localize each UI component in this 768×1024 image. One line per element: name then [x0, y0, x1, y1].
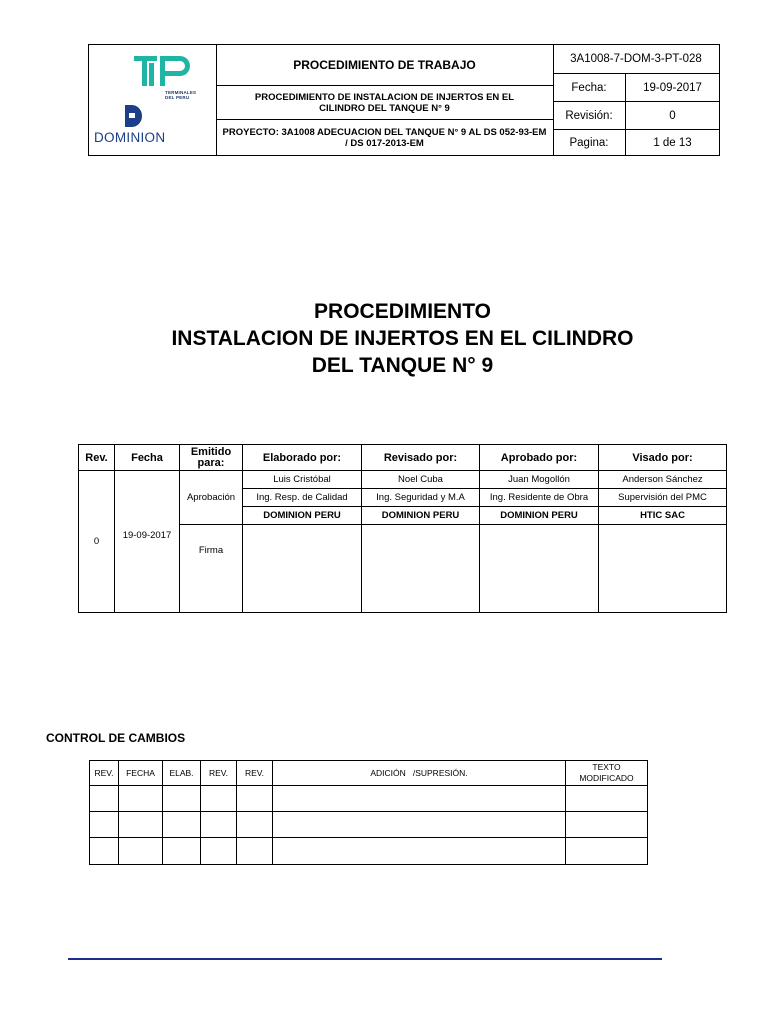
title-line-1: PROCEDIMIENTO [314, 300, 491, 323]
role-visado: Supervisión del PMC [599, 489, 727, 507]
title-line-2: INSTALACION DE INJERTOS EN EL CILINDRO [171, 327, 634, 350]
emitido-firma: Firma [180, 525, 243, 613]
cc-header-texto: TEXTO MODIFICADO [566, 761, 648, 786]
doc-title: PROCEDIMIENTO DE INSTALACION DE INJERTOS EN EL CILINDRO DEL TANQUE N° 9 [216, 86, 553, 120]
signature-visado [599, 525, 727, 613]
cc-header-elab: ELAB. [163, 761, 201, 786]
logo-cell [89, 45, 217, 155]
name-elaborado: Luis Cristóbal [243, 471, 362, 489]
revision-row [553, 102, 719, 130]
header-title-block [216, 45, 554, 155]
company-aprobado: DOMINION PERU [480, 507, 599, 525]
control-cambios-title: CONTROL DE CAMBIOS [46, 731, 186, 745]
project-name: PROYECTO: 3A1008 ADECUACION DEL TANQUE N° 9 AL DS 052-93-EM / DS 017-2013-EM [222, 126, 547, 149]
role-aprobado: Ing. Residente de Obra [480, 489, 599, 507]
name-aprobado: Juan Mogollón [480, 471, 599, 489]
signature-revisado [362, 525, 480, 613]
signature-elaborado [243, 525, 362, 613]
cc-header-rev-2: REV. [201, 761, 237, 786]
terminales-del-peru-logo [133, 54, 195, 90]
doc-type: PROCEDIMIENTO DE TRABAJO [216, 45, 553, 86]
table-row [90, 812, 648, 838]
title-line-3: DEL TANQUE N° 9 [311, 354, 494, 377]
name-revisado: Noel Cuba [362, 471, 480, 489]
table-row [90, 786, 648, 812]
revision-value: 0 [669, 109, 676, 122]
cc-header-rev-3: REV. [237, 761, 273, 786]
doc-code: 3A1008-7-DOM-3-PT-028 [553, 45, 719, 74]
header-aprobado: Aprobado por: [480, 445, 599, 471]
cc-header-rev: REV. [90, 761, 119, 786]
footer-divider [68, 958, 662, 960]
revision-label: Revisión: [553, 102, 626, 129]
cc-header-fecha: FECHA [119, 761, 163, 786]
header-fecha: Fecha [115, 445, 180, 471]
role-elaborado: Ing. Resp. de Calidad [243, 489, 362, 507]
emitido-aprobacion: Aprobación [180, 471, 243, 525]
page-row [553, 130, 719, 155]
company-visado: HTIC SAC [599, 507, 727, 525]
company-elaborado: DOMINION PERU [243, 507, 362, 525]
name-visado: Anderson Sánchez [599, 471, 727, 489]
dominion-logo-text: DOMINION [94, 130, 166, 145]
header-revisado: Revisado por: [362, 445, 480, 471]
page-title [0, 298, 768, 379]
header-visado: Visado por: [599, 445, 727, 471]
fecha-value: 19-09-2017 [115, 471, 180, 613]
dominion-d-icon [123, 105, 143, 127]
table-row [90, 838, 648, 865]
page-value: 1 de 13 [653, 136, 692, 149]
date-row [553, 74, 719, 102]
role-revisado: Ing. Seguridad y M.A [362, 489, 480, 507]
header-rev: Rev. [79, 445, 115, 471]
date-value: 19-09-2017 [643, 81, 702, 94]
company-revisado: DOMINION PERU [362, 507, 480, 525]
header-meta-block [553, 45, 719, 155]
header-elaborado: Elaborado por: [243, 445, 362, 471]
control-cambios-header-row [90, 761, 648, 786]
control-cambios-table [89, 760, 648, 865]
document-header [88, 44, 720, 156]
revisions-table [78, 444, 727, 613]
rev-value: 0 [79, 471, 115, 613]
signature-aprobado [480, 525, 599, 613]
cc-header-adicion: ADICIÓN /SUPRESIÓN. [273, 761, 566, 786]
terminales-del-peru-text: TERMINALES DEL PERU [165, 90, 197, 100]
date-label: Fecha: [553, 74, 626, 101]
revisions-header-row [79, 445, 727, 471]
page-label: Pagina: [553, 130, 626, 155]
names-row [79, 471, 727, 489]
header-emitido: Emitido para: [180, 445, 243, 471]
